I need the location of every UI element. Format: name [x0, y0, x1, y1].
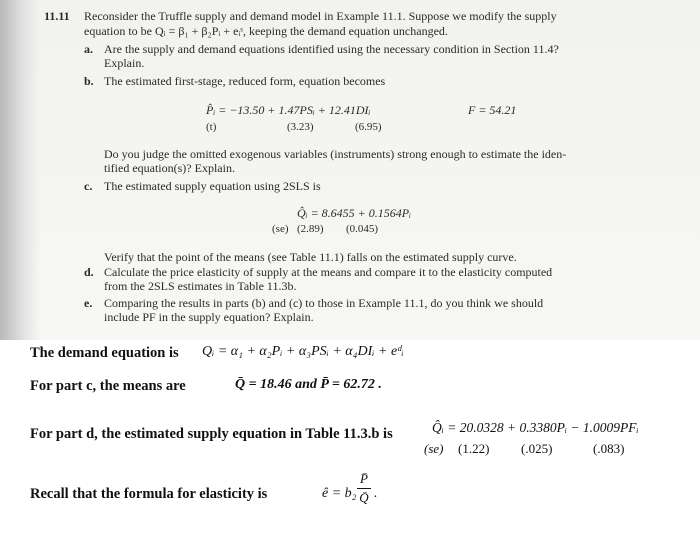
- elasticity-numerator: P̄: [360, 471, 368, 486]
- means-note-text: For part c, the means are: [30, 378, 186, 394]
- se-slope: (0.045): [346, 223, 379, 235]
- demand-note-text: The demand equation is: [30, 345, 179, 361]
- supply-se-price: (.025): [521, 441, 553, 456]
- se-intercept: (2.89): [297, 223, 324, 235]
- elasticity-fraction: [357, 471, 371, 506]
- supply-se-label: (se): [424, 441, 444, 456]
- supply-se-intercept: (1.22): [458, 441, 490, 456]
- part-e-label: e.: [84, 296, 93, 310]
- se-label: (se): [272, 223, 289, 235]
- part-c-label: c.: [84, 179, 93, 193]
- part-b-label: b.: [84, 74, 94, 88]
- fraction-bar: [357, 488, 371, 489]
- elasticity-period: .: [374, 486, 378, 501]
- part-d-label: d.: [84, 265, 94, 279]
- elasticity-denominator: Q̄: [359, 490, 369, 505]
- t-stat-label: (t): [206, 121, 217, 133]
- estimated-supply-equation: Q̂ᵢ = 20.0328 + 0.3380Pᵢ − 1.0009PFᵢ: [432, 420, 639, 435]
- part-a-line1: Are the supply and demand equations identified using the necessary condition in Section 11.4?: [104, 42, 559, 56]
- part-b-line2: Do you judge the omitted exogenous variables (instruments) strong enough to estimate the iden-: [104, 147, 567, 161]
- problem-intro-line1: Reconsider the Truffle supply and demand model in Example 11.1. Suppose we modify the supply: [84, 9, 557, 23]
- means-equation: Q̄ = 18.46 and P̄ = 62.72 .: [235, 377, 382, 392]
- supply-se-pf: (.083): [593, 441, 625, 456]
- problem-number: 11.11: [44, 9, 70, 23]
- 2sls-supply-equation: Q̂ᵢ = 8.6455 + 0.1564Pᵢ: [297, 206, 411, 220]
- elasticity-note-text: Recall that the formula for elasticity is: [30, 486, 268, 502]
- part-d-line1: Calculate the price elasticity of supply at the means and compare it to the elasticity computed: [104, 265, 553, 279]
- part-e-line1: Comparing the results in parts (b) and (c) to those in Example 11.1, do you think we should: [104, 296, 544, 310]
- part-b-line1: The estimated first-stage, reduced form, equation becomes: [104, 74, 386, 88]
- part-c-line1: The estimated supply equation using 2SLS is: [104, 179, 321, 193]
- part-e-line2: include PF in the supply equation? Explain.: [104, 310, 314, 324]
- t-stat-di: (6.95): [355, 121, 382, 133]
- part-b-line3: tified equation(s)? Explain.: [104, 161, 235, 175]
- elasticity-lhs: ê = b₂: [322, 486, 357, 501]
- t-stat-ps: (3.23): [287, 121, 314, 133]
- supply-note-text: For part d, the estimated supply equation in Table 11.3.b is: [30, 426, 393, 442]
- problem-intro-line2: equation to be Qᵢ = β₁ + β₂Pᵢ + eᵢˢ, keeping the demand equation unchanged.: [84, 24, 448, 38]
- first-stage-equation: P̂ᵢ = −13.50 + 1.47PSᵢ + 12.41DIᵢ: [206, 103, 371, 117]
- page-edge-shadow: [0, 0, 40, 340]
- f-statistic: F = 54.21: [468, 103, 517, 117]
- part-a-label: a.: [84, 42, 93, 56]
- part-c-line2: Verify that the point of the means (see Table 11.1) falls on the estimated supply curve.: [104, 250, 517, 264]
- demand-equation: Qᵢ = α₁ + α₂Pᵢ + α₃PSᵢ + α₄DIᵢ + eᵈᵢ: [202, 344, 404, 359]
- part-d-line2: from the 2SLS estimates in Table 11.3b.: [104, 279, 297, 293]
- part-a-line2: Explain.: [104, 56, 145, 70]
